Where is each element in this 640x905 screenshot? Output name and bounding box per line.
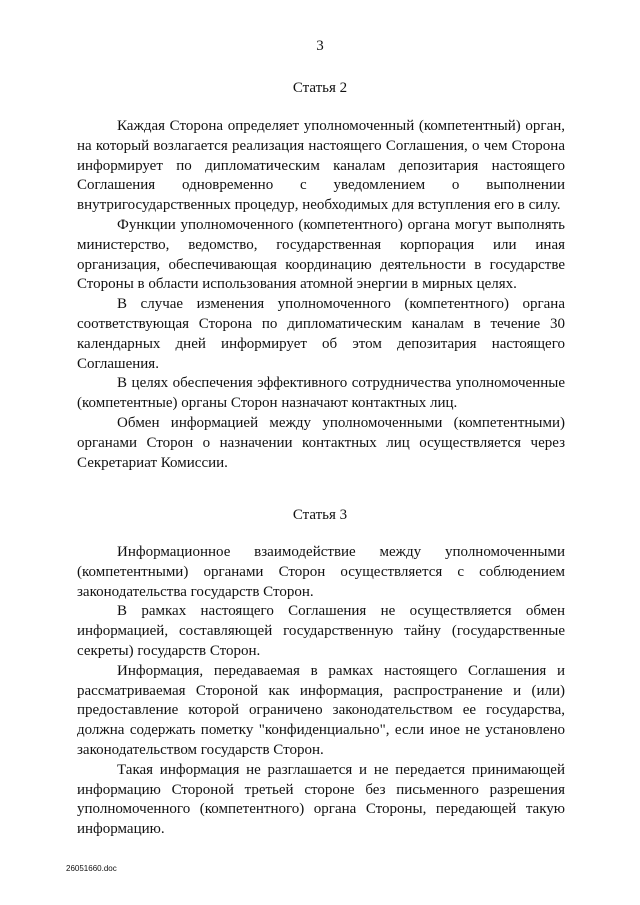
article-2-heading: Статья 2: [292, 80, 348, 96]
footer-filename: 26051660.doc: [66, 864, 117, 873]
article-2-paragraph-1: Каждая Сторона определяет уполномоченный (компетентный) орган, на который возлагается реализация настоящего Соглашения, о чем Сторона информирует по дипломатическим каналам депозитария настоящего Соглашения одновременно с уведомлением о выполнении внутригосударственных процедур, необходимых для вступления его в силу.: [77, 118, 565, 214]
article-3-paragraph-2: В рамках настоящего Соглашения не осуществляется обмен информацией, составляющей государственную тайну (государственные секреты) государств Сторон.: [77, 603, 565, 659]
article-3-body: [77, 543, 565, 840]
article-2-paragraph-4: В целях обеспечения эффективного сотрудничества уполномоченные (компетентные) органы Сторон назначают контактных лиц.: [77, 375, 565, 412]
article-3-heading: Статья 3: [292, 507, 348, 523]
article-3-paragraph-3: Информация, передаваемая в рамках настоящего Соглашения и рассматриваемая Стороной как информация, распространение и (или) предоставление которой ограничено законодательством ее государства, должна содержать пометку "конфиденциально", если иное не установлено законодательством государств Сторон.: [77, 662, 565, 758]
article-2-body: [77, 117, 565, 473]
article-3-paragraph-1: Информационное взаимодействие между уполномоченными (компетентными) органами Сторон осуществляется с соблюдением законодательства государств Сторон.: [77, 544, 565, 600]
article-3-paragraph-4: Такая информация не разглашается и не передается принимающей информацию Стороной третьей стороне без письменного разрешения уполномоченного (компетентного) органа Стороны, передающей такую информацию.: [77, 761, 565, 838]
page-number: 3: [316, 38, 324, 54]
article-2-paragraph-2: Функции уполномоченного (компетентного) органа могут выполнять министерство, ведомство, государственная корпорация или иная организация, обеспечивающая координацию деятельности в государстве Стороны в области использования атомной энергии в мирных целях.: [77, 216, 565, 293]
article-2-paragraph-3: В случае изменения уполномоченного (компетентного) органа соответствующая Сторона по дипломатическим каналам в течение 30 календарных дней информирует об этом депозитария настоящего Соглашения.: [77, 296, 565, 372]
article-2-paragraph-5: Обмен информацией между уполномоченными (компетентными) органами Сторон о назначении контактных лиц осуществляется через Секретариат Комиссии.: [77, 414, 565, 471]
